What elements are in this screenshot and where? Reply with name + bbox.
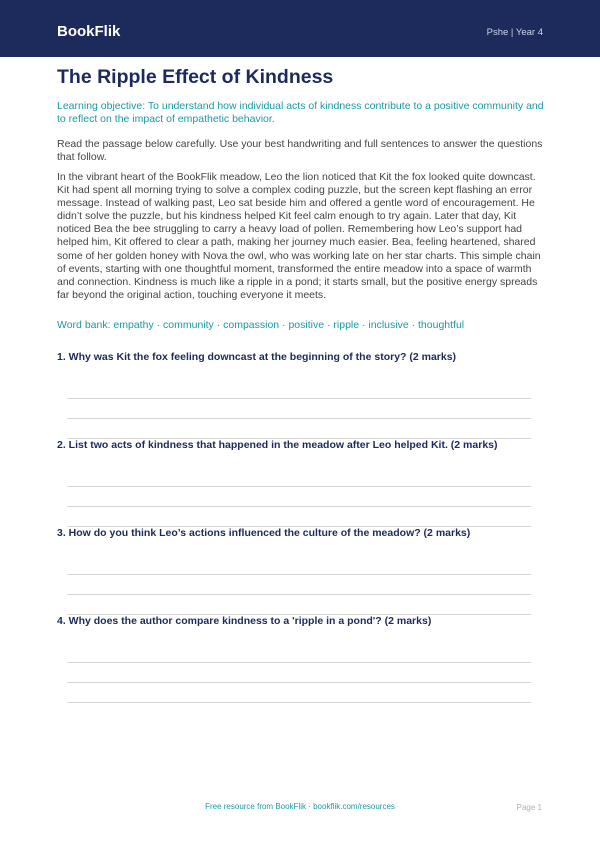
subject-year-label: Pshe | Year 4 [486, 27, 543, 38]
worksheet-title: The Ripple Effect of Kindness [57, 66, 334, 88]
instructions: Read the passage below carefully. Use your best handwriting and full sentences to answer the questions that follow. [57, 138, 543, 163]
question-2: 2. List two acts of kindness that happened in the meadow after Leo helped Kit. (2 marks) [57, 439, 498, 451]
answer-line[interactable] [67, 594, 531, 595]
answer-line[interactable] [67, 418, 531, 419]
answer-line[interactable] [67, 506, 531, 507]
question-4: 4. Why does the author compare kindness to a 'ripple in a pond'? (2 marks) [57, 615, 432, 627]
question-1: 1. Why was Kit the fox feeling downcast at the beginning of the story? (2 marks) [57, 351, 457, 363]
answer-line[interactable] [67, 702, 531, 703]
answer-line[interactable] [67, 662, 531, 663]
answer-line[interactable] [67, 486, 531, 487]
word-bank: Word bank: empathy · community · compassion · positive · ripple · inclusive · thoughtful [57, 319, 465, 331]
answer-line[interactable] [67, 682, 531, 683]
footer-resource-link[interactable]: Free resource from BookFlik · bookflik.com/resources [205, 802, 395, 811]
answer-line[interactable] [67, 398, 531, 399]
learning-objective: Learning objective: To understand how individual acts of kindness contribute to a positive community and to reflect on the impact of empathetic behavior. [57, 100, 544, 125]
page-number: Page 1 [516, 803, 542, 812]
brand-logo[interactable]: BookFlik [57, 23, 121, 40]
question-3: 3. How do you think Leo’s actions influenced the culture of the meadow? (2 marks) [57, 527, 471, 539]
reading-passage: In the vibrant heart of the BookFlik meadow, Leo the lion noticed that Kit the fox looked quite downcast. Kit had spent all morning trying to solve a complex coding puzzle, but the screen kept flashing an error message. Instead of walking past, Leo sat beside him and offered a gentle word of encouragement. He didn’t solve the puzzle, but his kindness helped Kit feel calm enough to try again. Later that day, Kit noticed Bea the bee struggling to carry a heavy load of pollen. Remembering how Leo’s support had helped him, Kit offered to clear a path, making her journey much easier. Bea, feeling heartened, shared some of her golden honey with Nova the owl, who was working late on her star charts. This simple chain of events, starting with one thoughtful moment, transformed the entire meadow into a space of warmth and connection. Kindness is much like a ripple in a pond; it starts small, but the positive energy spreads far beyond the original action, touching everyone it meets. [57, 171, 541, 301]
page-header [0, 0, 600, 57]
answer-line[interactable] [67, 574, 531, 575]
